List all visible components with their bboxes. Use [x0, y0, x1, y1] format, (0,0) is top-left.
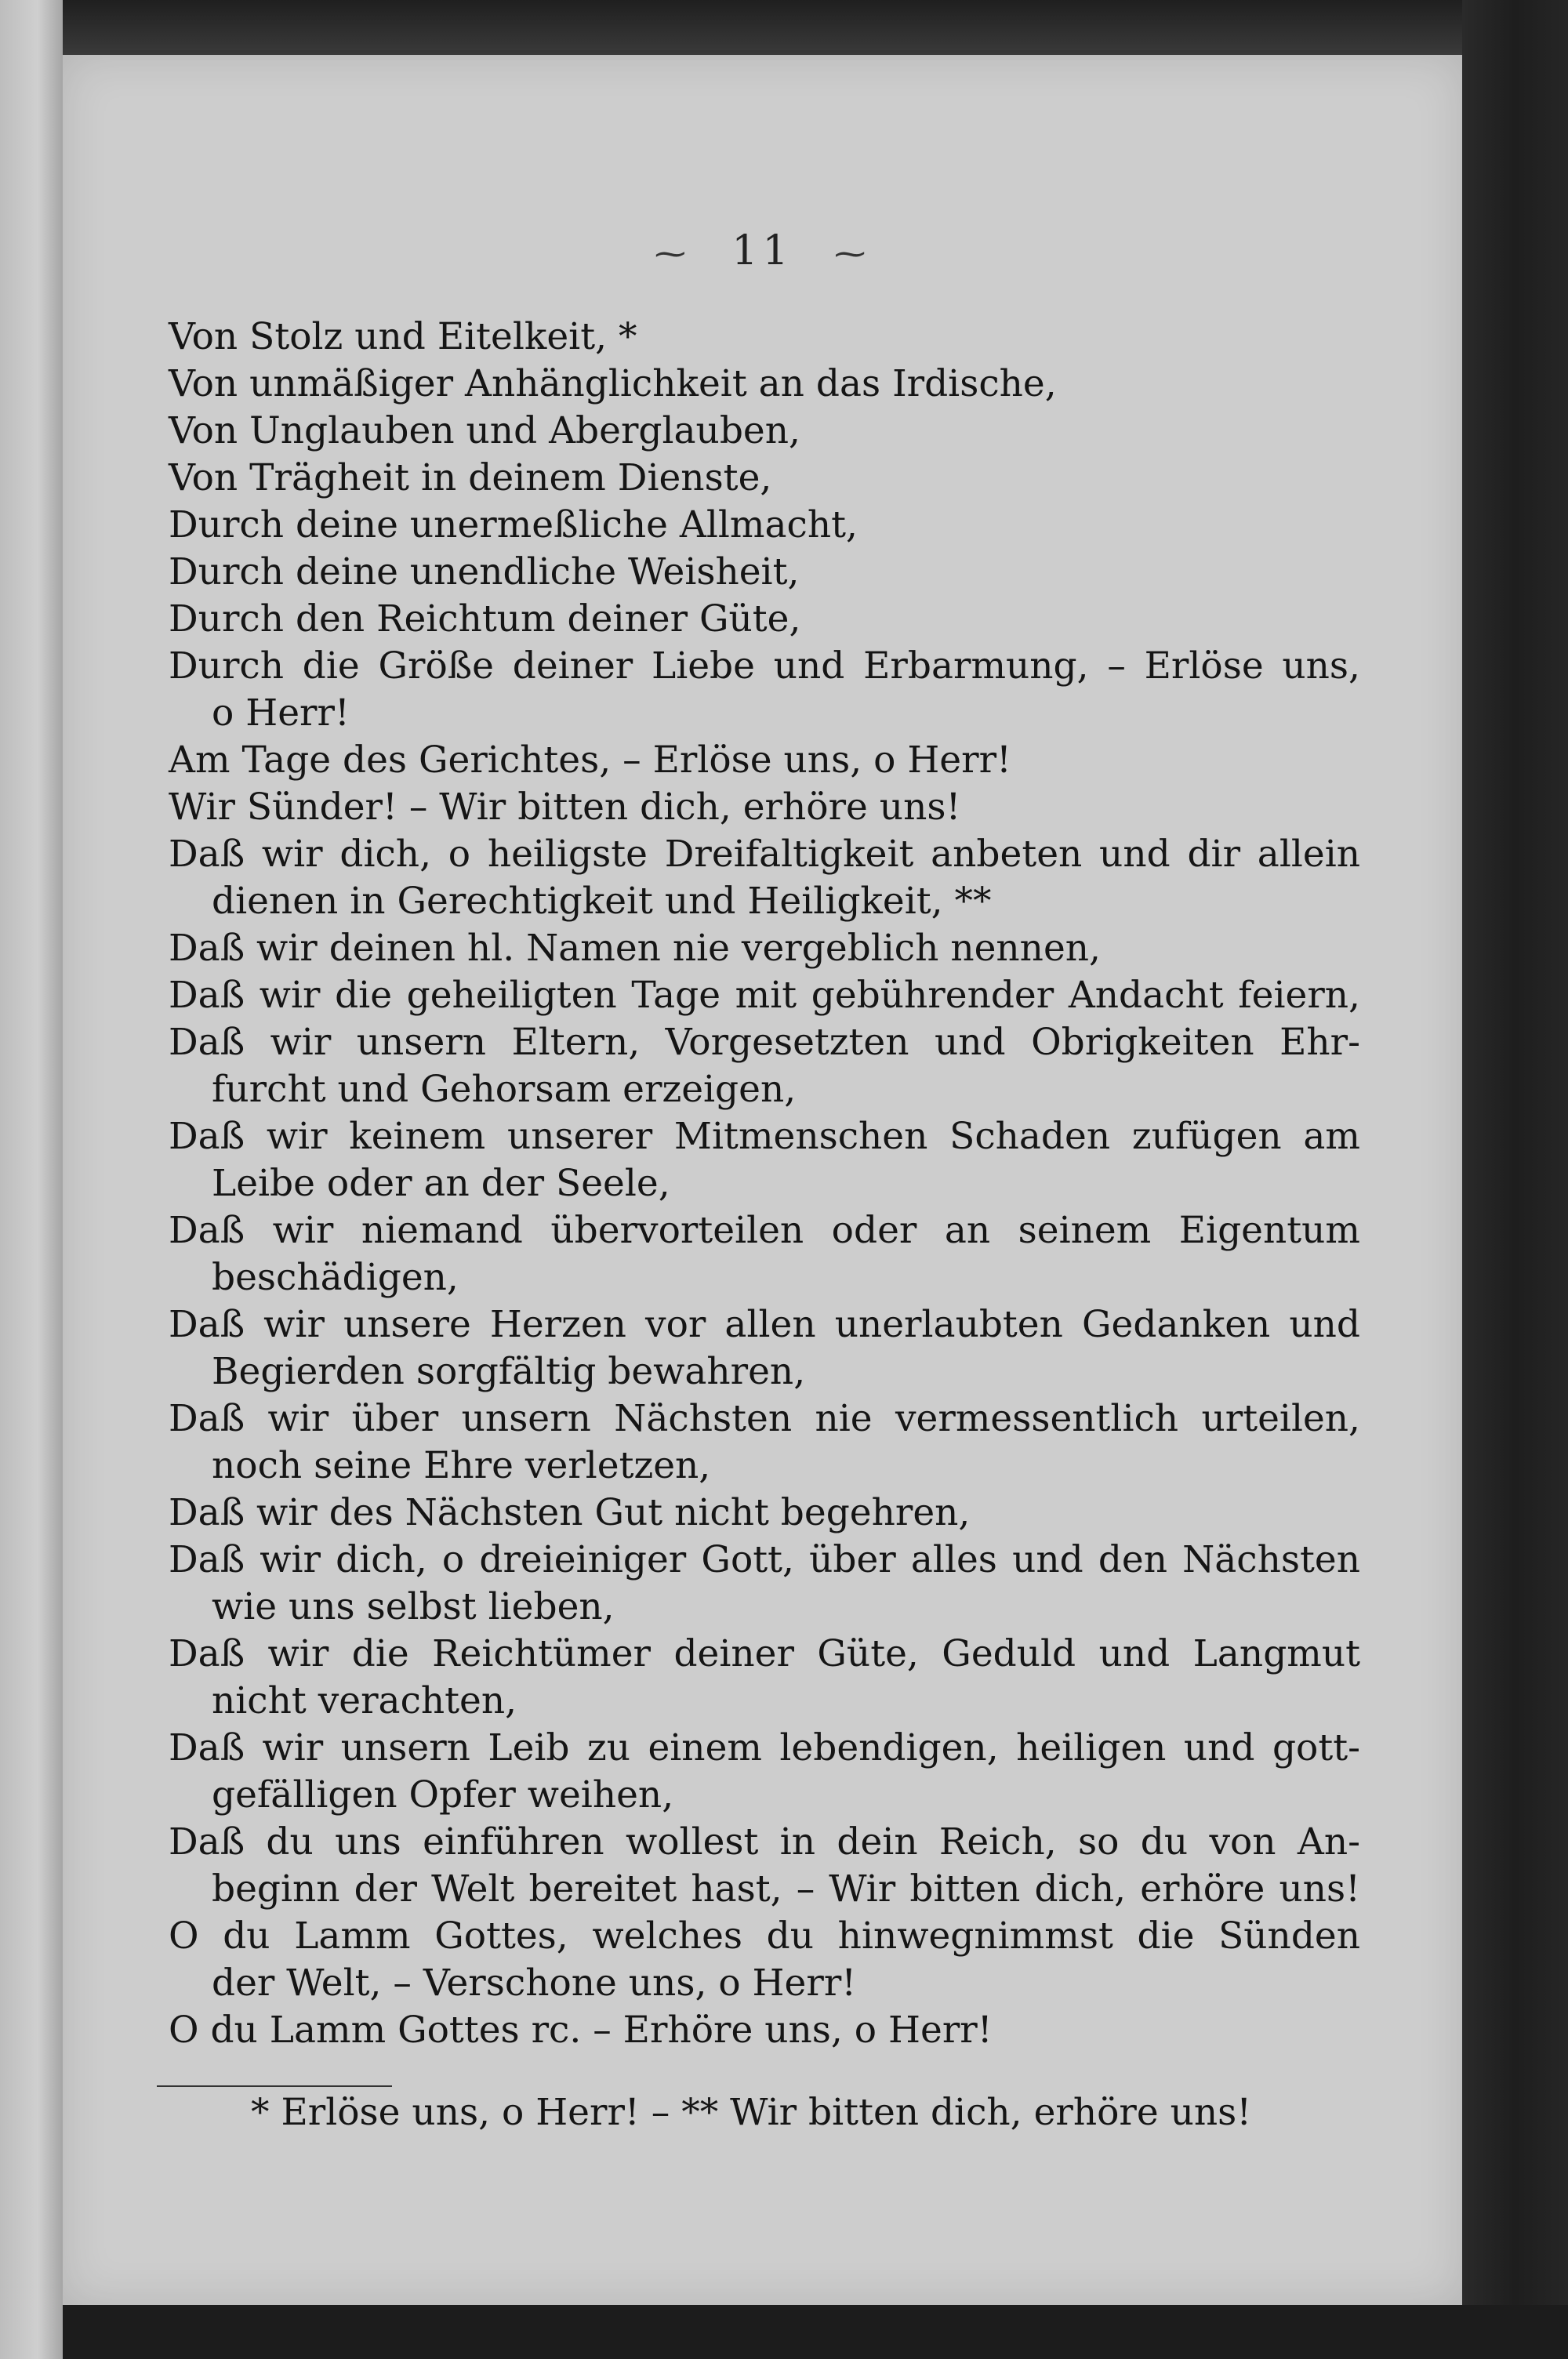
text-line: Von Unglauben und Aberglauben, — [169, 409, 800, 452]
text-line: Daß wir dich, o dreieiniger Gott, über alles und den Nächsten — [169, 1538, 1360, 1581]
text-line: Durch die Größe deiner Liebe und Erbarmung, – Erlöse uns, — [169, 644, 1360, 688]
text-line: gefälligen Opfer weihen, — [212, 1773, 674, 1816]
text-line: dienen in Gerechtigkeit und Heiligkeit, ** — [212, 880, 992, 923]
footnote-rule — [157, 2085, 392, 2087]
text-line: furcht und Gehorsam erzeigen, — [212, 1068, 797, 1111]
text-line: Daß wir unsere Herzen vor allen unerlaubten Gedanken und — [169, 1303, 1360, 1346]
text-line: Durch den Reichtum deiner Güte, — [169, 597, 801, 641]
text-line: Daß wir die Reichtümer deiner Güte, Geduld und Langmut — [169, 1632, 1360, 1675]
text-line: Daß wir dich, o heiligste Dreifaltigkeit anbeten und dir allein — [169, 833, 1360, 876]
text-line: Daß wir keinem unserer Mitmenschen Schaden zufügen am — [169, 1115, 1360, 1158]
text-line: O du Lamm Gottes, welches du hinwegnimmst die Sünden — [169, 1914, 1360, 1958]
text-line: nicht verachten, — [212, 1679, 517, 1722]
text-line: Von Stolz und Eitelkeit, * — [169, 315, 637, 358]
page-header — [63, 227, 1462, 274]
book-cover-bottom — [63, 2305, 1568, 2359]
page-number: 11 — [731, 227, 793, 274]
text-line: Daß wir unsern Eltern, Vorgesetzten und Obrigkeiten Ehr- — [169, 1021, 1360, 1064]
text-line: der Welt, – Verschone uns, o Herr! — [212, 1962, 857, 2005]
text-line: beginn der Welt bereitet hast, – Wir bitten dich, erhöre uns! — [212, 1867, 1360, 1911]
text-line: Durch deine unermeßliche Allmacht, — [169, 503, 858, 546]
text-line: Daß wir deinen hl. Namen nie vergeblich nennen, — [169, 927, 1101, 970]
litany-text — [169, 314, 1360, 2054]
text-line: Daß wir die geheiligten Tage mit gebührender Andacht feiern, — [169, 974, 1360, 1017]
text-line: Am Tage des Gerichtes, – Erlöse uns, o Herr! — [169, 739, 1011, 782]
book-cover-right — [1462, 0, 1568, 2359]
text-line: Durch deine unendliche Weisheit, — [169, 550, 800, 593]
book-page — [63, 55, 1462, 2305]
book-cover-top — [63, 0, 1462, 55]
text-line: noch seine Ehre verletzen, — [212, 1444, 711, 1487]
text-line: Von unmäßiger Anhänglichkeit an das Irdische, — [169, 362, 1057, 405]
text-line: o Herr! — [212, 691, 350, 735]
text-line: O du Lamm Gottes rc. – Erhöre uns, o Herr! — [169, 2009, 993, 2052]
text-line: Wir Sünder! – Wir bitten dich, erhöre uns! — [169, 786, 961, 829]
ornament-right-icon: ⁓ — [834, 235, 871, 272]
text-line: Von Trägheit in deinem Dienste, — [169, 456, 772, 499]
text-line: Daß wir unsern Leib zu einem lebendigen, heiligen und gott- — [169, 1726, 1360, 1769]
text-line: Begierden sorgfältig bewahren, — [212, 1350, 806, 1393]
ornament-left-icon: ⁓ — [654, 235, 691, 272]
book-spine-left — [0, 0, 63, 2359]
text-line: Daß wir niemand übervorteilen oder an seinem Eigentum — [169, 1209, 1360, 1252]
text-line: Daß wir über unsern Nächsten nie vermessentlich urteilen, — [169, 1397, 1360, 1440]
text-line: beschädigen, — [212, 1256, 459, 1299]
footnote: * Erlöse uns, o Herr! – ** Wir bitten dich, erhöre uns! — [251, 2091, 1252, 2134]
text-line: wie uns selbst lieben, — [212, 1585, 615, 1628]
text-line: Daß wir des Nächsten Gut nicht begehren, — [169, 1491, 971, 1534]
text-line: Leibe oder an der Seele, — [212, 1162, 670, 1205]
text-line: Daß du uns einführen wollest in dein Reich, so du von An- — [169, 1820, 1360, 1864]
